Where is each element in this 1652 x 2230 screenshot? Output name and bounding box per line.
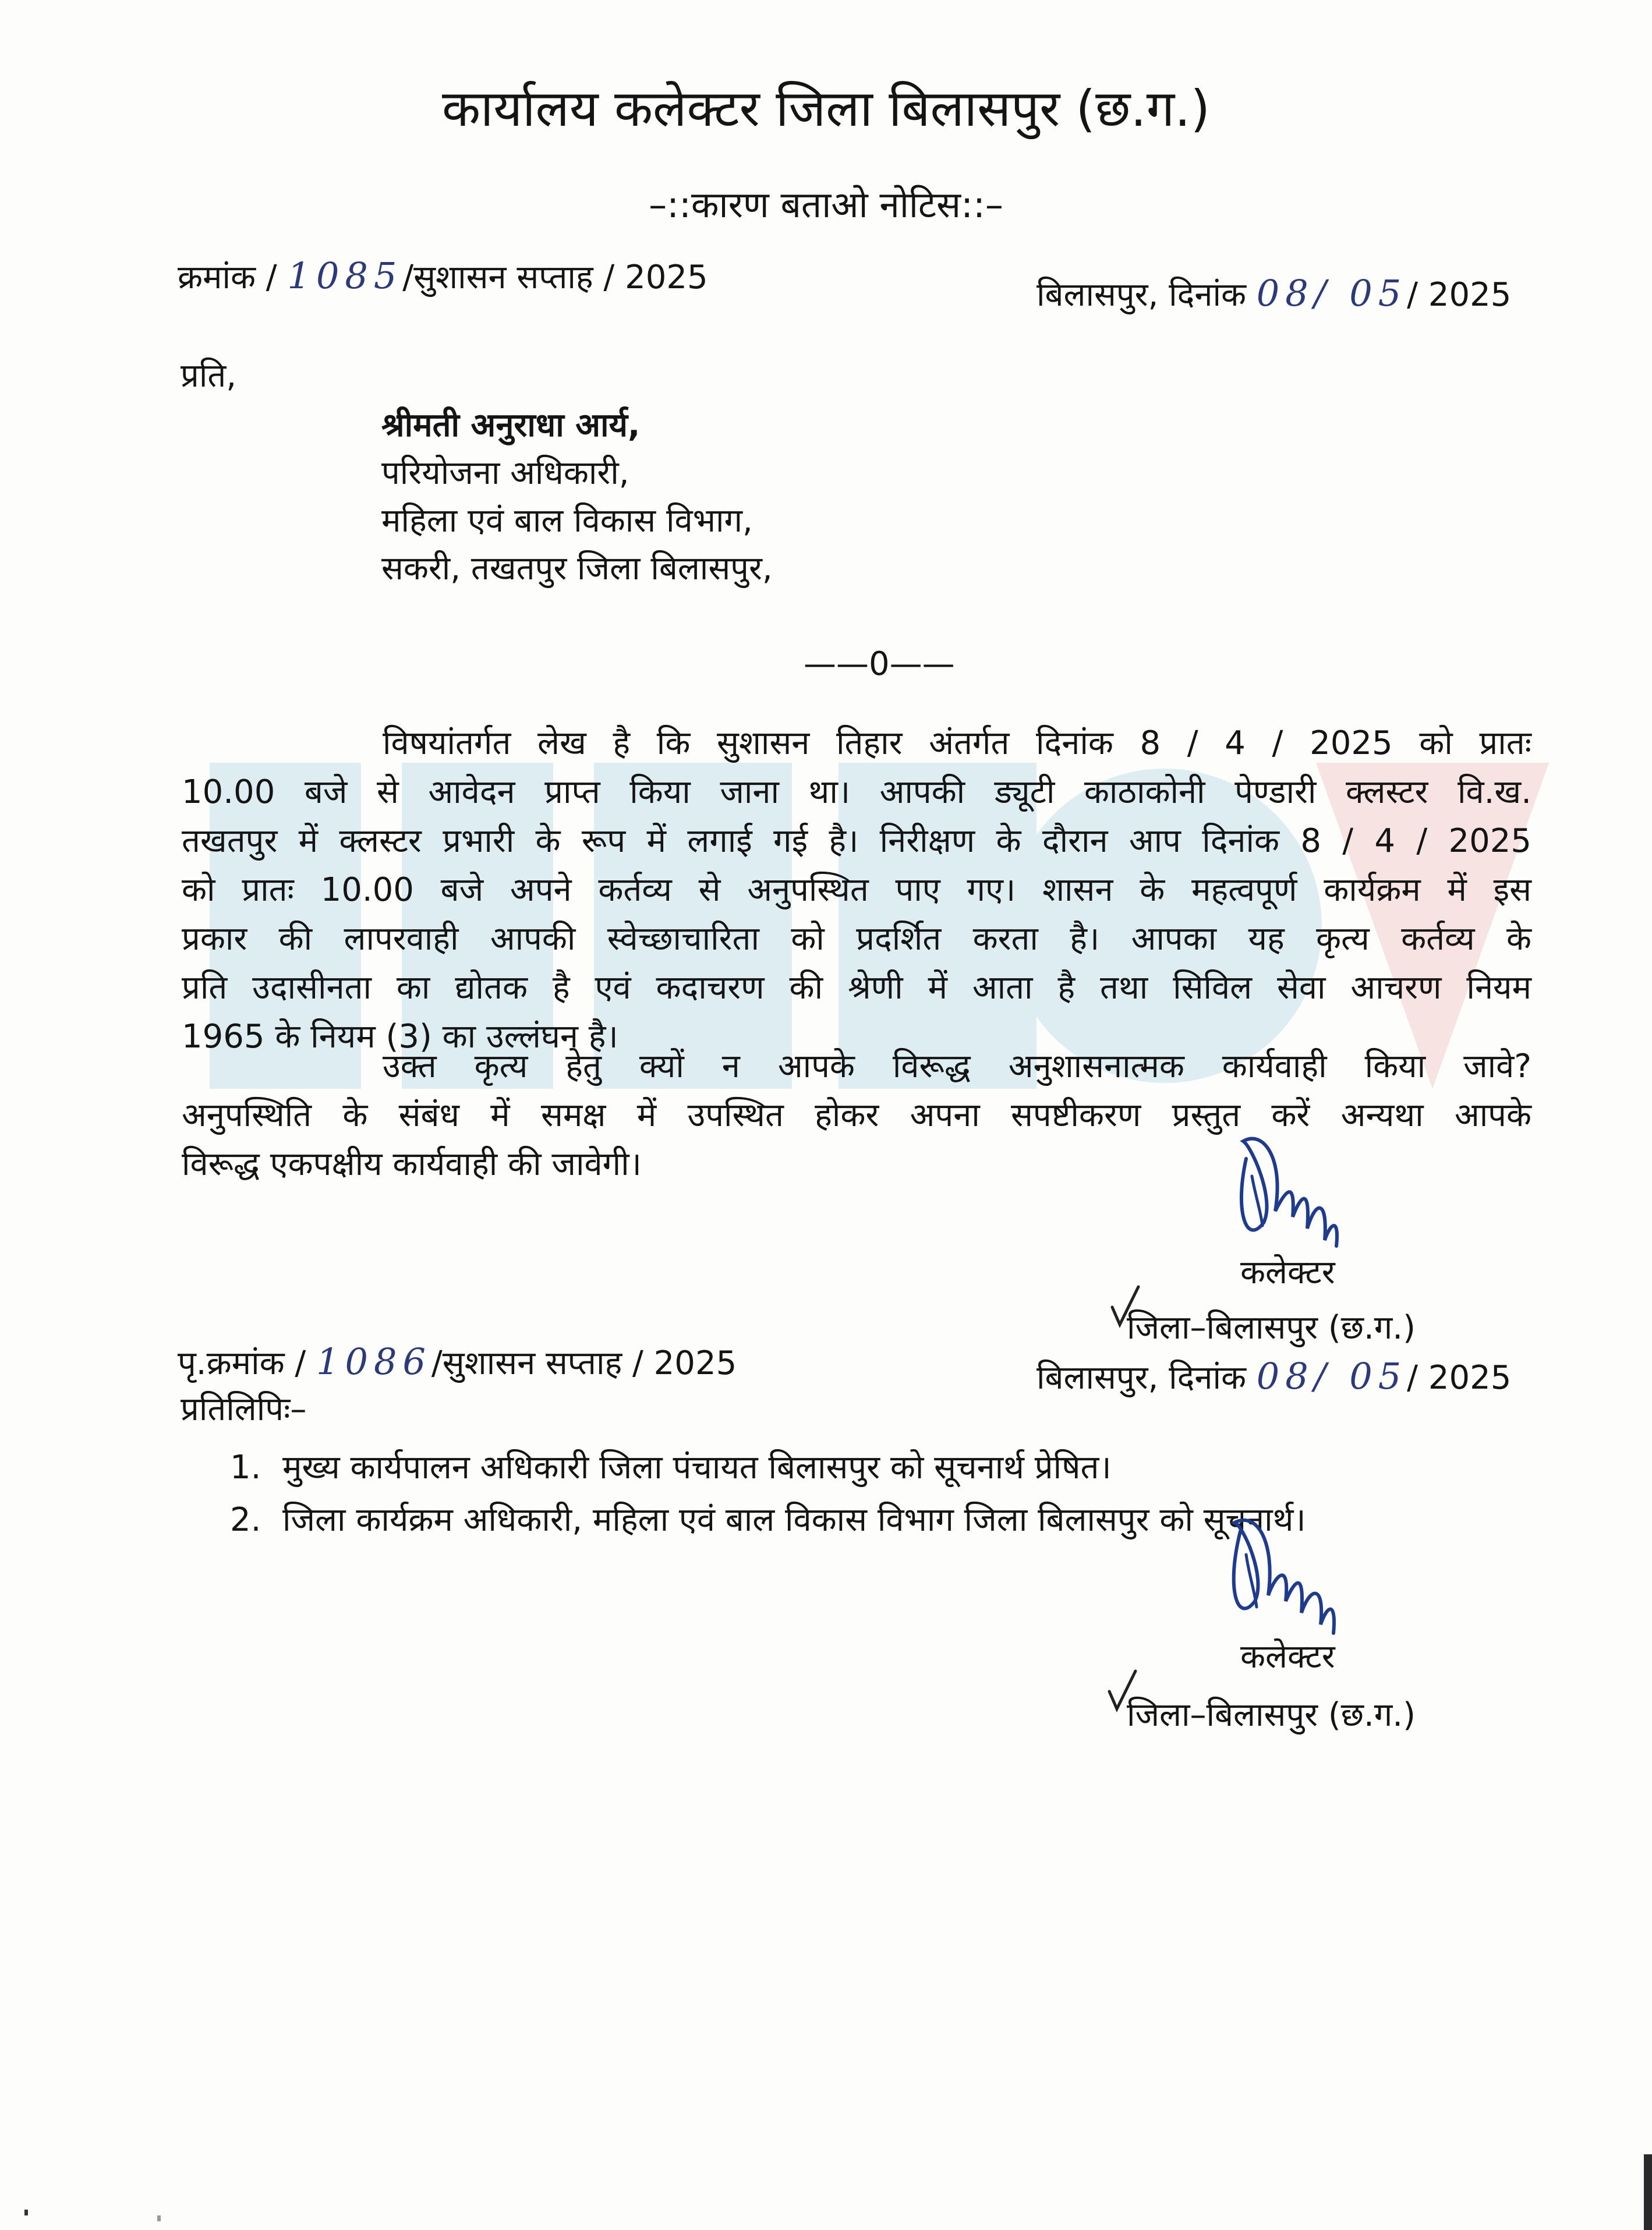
copy-label: प्रतिलिपिः– [181,1390,307,1428]
reference-number [178,256,708,296]
notice-title: –::कारण बताओ नोटिस::– [649,183,1003,226]
paragraph-2-line: अनुपस्थिति के संबंध में समक्ष में उपस्थित होकर अपना सपष्टीकरण प्रस्तुत करें अन्यथा आपके [182,1096,1531,1134]
recipient-department: महिला एवं बाल विकास विभाग, [381,502,753,540]
reference-year: / 2025 [1407,276,1512,314]
signature-stroke [1234,1520,1334,1633]
body-paragraph-1 [182,719,1531,1061]
copy-list-item [230,1496,1306,1541]
copy-list-number: 2. [230,1501,261,1539]
copy-list-text: जिला कार्यक्रम अधिकारी, महिला एवं बाल विकास विभाग जिला बिलासपुर को सूचनार्थ। [282,1501,1306,1539]
reference-handwritten-date: 08/ 05 [1256,272,1407,314]
recipient-address: सकरी, तखतपुर जिला बिलासपुर, [381,550,773,587]
reference-handwritten-number: 1085 [287,254,403,297]
signature-scribble-2 [1217,1508,1345,1642]
signature-1-district: जिला–बिलासपुर (छ.ग.) [1127,1309,1416,1347]
copy-reference-year: / 2025 [1407,1359,1512,1397]
scan-speck [157,2215,161,2221]
paragraph-1-line: प्रकार की लापरवाही आपकी स्वेच्छाचारिता को प्रदर्शित करता है। आपका यह कृत्य कर्तव्य के [182,920,1531,958]
copy-reference-date [1037,1357,1511,1396]
copy-list-number: 1. [230,1449,261,1486]
reference-date [1037,274,1511,313]
copy-reference-number [178,1342,737,1382]
paragraph-1-line: 10.00 बजे से आवेदन प्राप्त किया जाना था। आपकी ड्यूटी काठाकोनी पेण्डारी क्लस्टर वि.ख. [182,773,1531,811]
office-title: कार्यालय कलेक्टर जिला बिलासपुर (छ.ग.) [441,80,1211,138]
signature-2-district: जिला–बिलासपुर (छ.ग.) [1127,1696,1416,1734]
paragraph-1-line: प्रति उदासीनता का द्योतक है एवं कदाचरण की श्रेणी में आता है तथा सिविल सेवा आचरण नियम [182,969,1531,1007]
recipient-designation: परियोजना अधिकारी, [381,454,629,492]
paragraph-1-line: विषयांतर्गत लेख है कि सुशासन तिहार अंतर्गत दिनांक 8 / 4 / 2025 को प्रातः [383,724,1531,762]
copy-reference-date-label: बिलासपुर, दिनांक [1037,1359,1246,1397]
reference-prefix: क्रमांक / [178,259,277,296]
scan-edge [1644,2154,1652,2230]
copy-reference-handwritten-date: 08/ 05 [1256,1355,1407,1397]
recipient-name: श्रीमती अनुराधा आर्य, [381,406,641,444]
paragraph-1-line: को प्रातः 10.00 बजे अपने कर्तव्य से अनुपस्थित पाए गए। शासन के महत्वपूर्ण कार्यक्रम में इस [182,871,1531,909]
scan-speck [24,2210,28,2215]
paragraph-1-line: तखतपुर में क्लस्टर प्रभारी के रूप में लगाई गई है। निरीक्षण के दौरान आप दिनांक 8 / 4 / 2025 [182,822,1531,860]
reference-suffix: /सुशासन सप्ताह / 2025 [402,259,708,296]
paragraph-2-line: उक्त कृत्य हेतु क्यों न आपके विरूद्ध अनुशासनात्मक कार्यवाही किया जावे? [383,1047,1531,1085]
signature-2-designation: कलेक्टर [1240,1638,1335,1676]
signature-stroke [1252,1176,1262,1226]
copy-list-item [230,1444,1112,1488]
copy-reference-handwritten-number: 1086 [316,1340,431,1383]
reference-date-label: बिलासपुर, दिनांक [1037,276,1246,314]
copy-reference-suffix: /सुशासन सप्ताह / 2025 [431,1344,737,1382]
to-label: प्रति, [181,357,237,395]
copy-list-text: मुख्य कार्यपालन अधिकारी जिला पंचायत बिलासपुर को सूचनार्थ प्रेषित। [282,1449,1112,1486]
signature-scribble-1 [1229,1124,1345,1258]
copy-reference-prefix: पृ.क्रमांक / [178,1344,306,1382]
separator: ——0—— [804,645,955,683]
signature-1-designation: कलेक्टर [1240,1254,1335,1291]
paragraph-1-line: 1965 के नियम (3) का उल्लंघन है। [182,1018,618,1056]
paragraph-2-line: विरूद्ध एकपक्षीय कार्यवाही की जावेगी। [182,1145,642,1183]
